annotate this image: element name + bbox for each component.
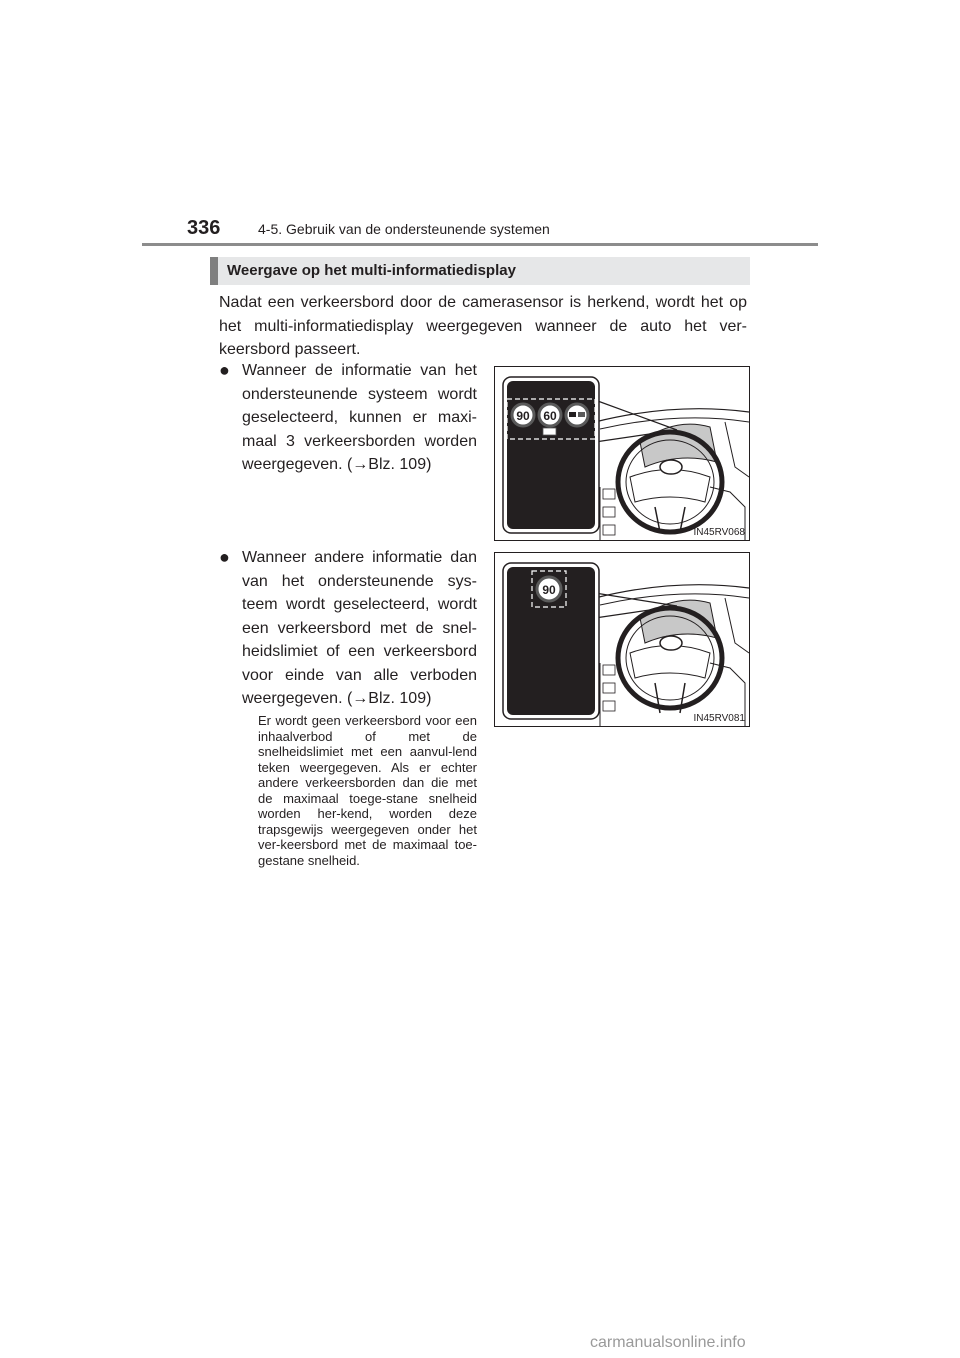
bullet-marker: ● xyxy=(219,547,230,567)
speed-sign-90: 90 xyxy=(516,409,530,423)
speed-sign-60: 60 xyxy=(543,409,557,423)
watermark[interactable]: carmanualsonline.info xyxy=(590,1334,746,1351)
dashboard-illustration xyxy=(495,553,749,726)
figure-dashboard-three-signs xyxy=(494,366,750,541)
header-rule xyxy=(142,243,818,246)
chapter-title: 4-5. Gebruik van de ondersteunende systemen xyxy=(258,221,550,237)
bullet-text-1: Wanneer de informatie van het ondersteunende systeem wordt geselecteerd, kunnen er maxi-maal 3 verkeersborden worden weergegeven. (→Blz. 109) xyxy=(242,362,477,473)
speed-sign-90: 90 xyxy=(542,583,556,597)
figure-dashboard-speed-sign xyxy=(494,552,750,727)
figure-code: IN45RV081 xyxy=(693,713,745,724)
section-title: Weergave op het multi-informatiedisplay xyxy=(227,262,516,279)
note-paragraph: Er wordt geen verkeersbord voor een inhaalverbod of met de snelheidslimiet met een aanvul-lend teken weergegeven. Als er echter andere verkeersborden dan die met de maximaal toege-stane snelheid worden her-kend, worden deze trapsgewijs weergegeven onder het ver-keersbord met de maximaal toe-gestane snelheid. xyxy=(258,713,477,868)
dashboard-illustration xyxy=(495,367,749,540)
bullet-text-2: Wanneer andere informatie dan van het ondersteunende sys-teem wordt geselecteerd, wordt een verkeersbord met de snel-heidslimiet of een verkeersbord voor einde van alle verboden weergegeven. (→Blz. 109) xyxy=(242,549,477,707)
bullet-marker: ● xyxy=(219,360,230,380)
page-number: 336 xyxy=(187,217,221,239)
section-heading-bar xyxy=(210,257,750,285)
figure-code: IN45RV068 xyxy=(693,527,745,538)
intro-paragraph: Nadat een verkeersbord door de camerasensor is herkend, wordt het op het multi-informatiedisplay weergegeven wanneer de auto het ver-keersbord passeert. xyxy=(219,294,747,358)
